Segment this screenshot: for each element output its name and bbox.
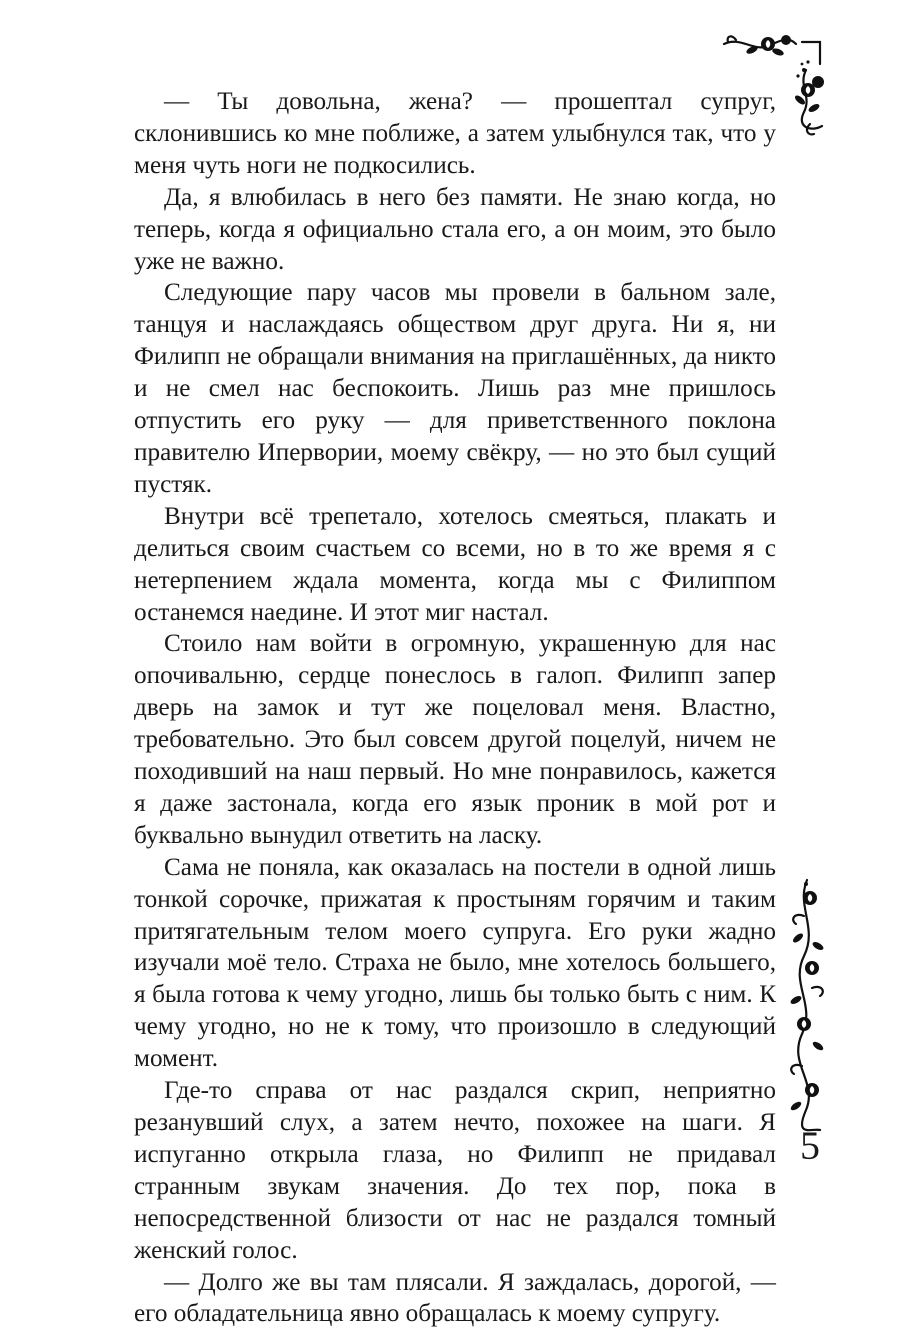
paragraph: Стоило нам войти в огромную, украшенную для нас опочивальню, сердце понеслось в галоп. Филипп запер дверь на замок и тут же поцеловал меня. Властно, требовательно. Это был совсем другой поцелуй, ничем не походивший на наш первый. Но мне понравилось, кажется я даже застонала, когда его язык проник в мой рот и буквально вынудил ответить на ласку. <box>134 630 776 849</box>
paragraph: Да, я влюбилась в него без памяти. Не знаю когда, но теперь, когда я официально стала его, а он моим, это было уже не важно. <box>134 183 776 275</box>
rose-vine-border-icon <box>782 876 832 1134</box>
body-text <box>134 86 776 1330</box>
paragraph: Где-то справа от нас раздался скрип, неприятно резанувший слух, а затем нечто, похожее на шаги. Я испуганно открыла глаза, но Филипп не придавал странным звукам значения. До тех пор, пока в непосредственной близости от нас не раздался томный женский голос. <box>134 1077 776 1264</box>
page-number: 5 <box>800 1123 820 1168</box>
paragraph: — Ты довольна, жена? — прошептал супруг, склонившись ко мне поближе, а затем улыбнулся так, что у меня чуть ноги не подкосились. <box>134 88 776 179</box>
paragraph: Внутри всё трепетало, хотелось смеяться, плакать и делиться своим счастьем со всеми, но в то же время я с нетерпением ждала момента, когда мы с Филиппом останемся наедине. И этот миг настал. <box>134 502 776 626</box>
paragraph: Следующие пару часов мы провели в бальном зале, танцуя и наслаждаясь обществом друг друга. Ни я, ни Филипп не обращали внимания на приглашённых, да никто и не смел нас беспокоить. Лишь раз мне пришлось отпустить его руку — для приветственного поклона правителю Ипервории, моему свёкру, — но это был сущий пустяк. <box>134 279 776 498</box>
paragraph: Сама не поняла, как оказалась на постели в одной лишь тонкой сорочке, прижатая к простыням горячим и таким притягательным телом моего супруга. Его руки жадно изучали моё тело. Страха не было, мне хотелось большего, я была готова к чему угодно, лишь бы только быть с ним. К чему угодно, но не к тому, что произошло в следующий момент. <box>134 853 776 1073</box>
paragraph: — Долго же вы там плясали. Я заждалась, дорогой, — его обладательница явно обращалась к моему супругу. <box>134 1268 776 1328</box>
